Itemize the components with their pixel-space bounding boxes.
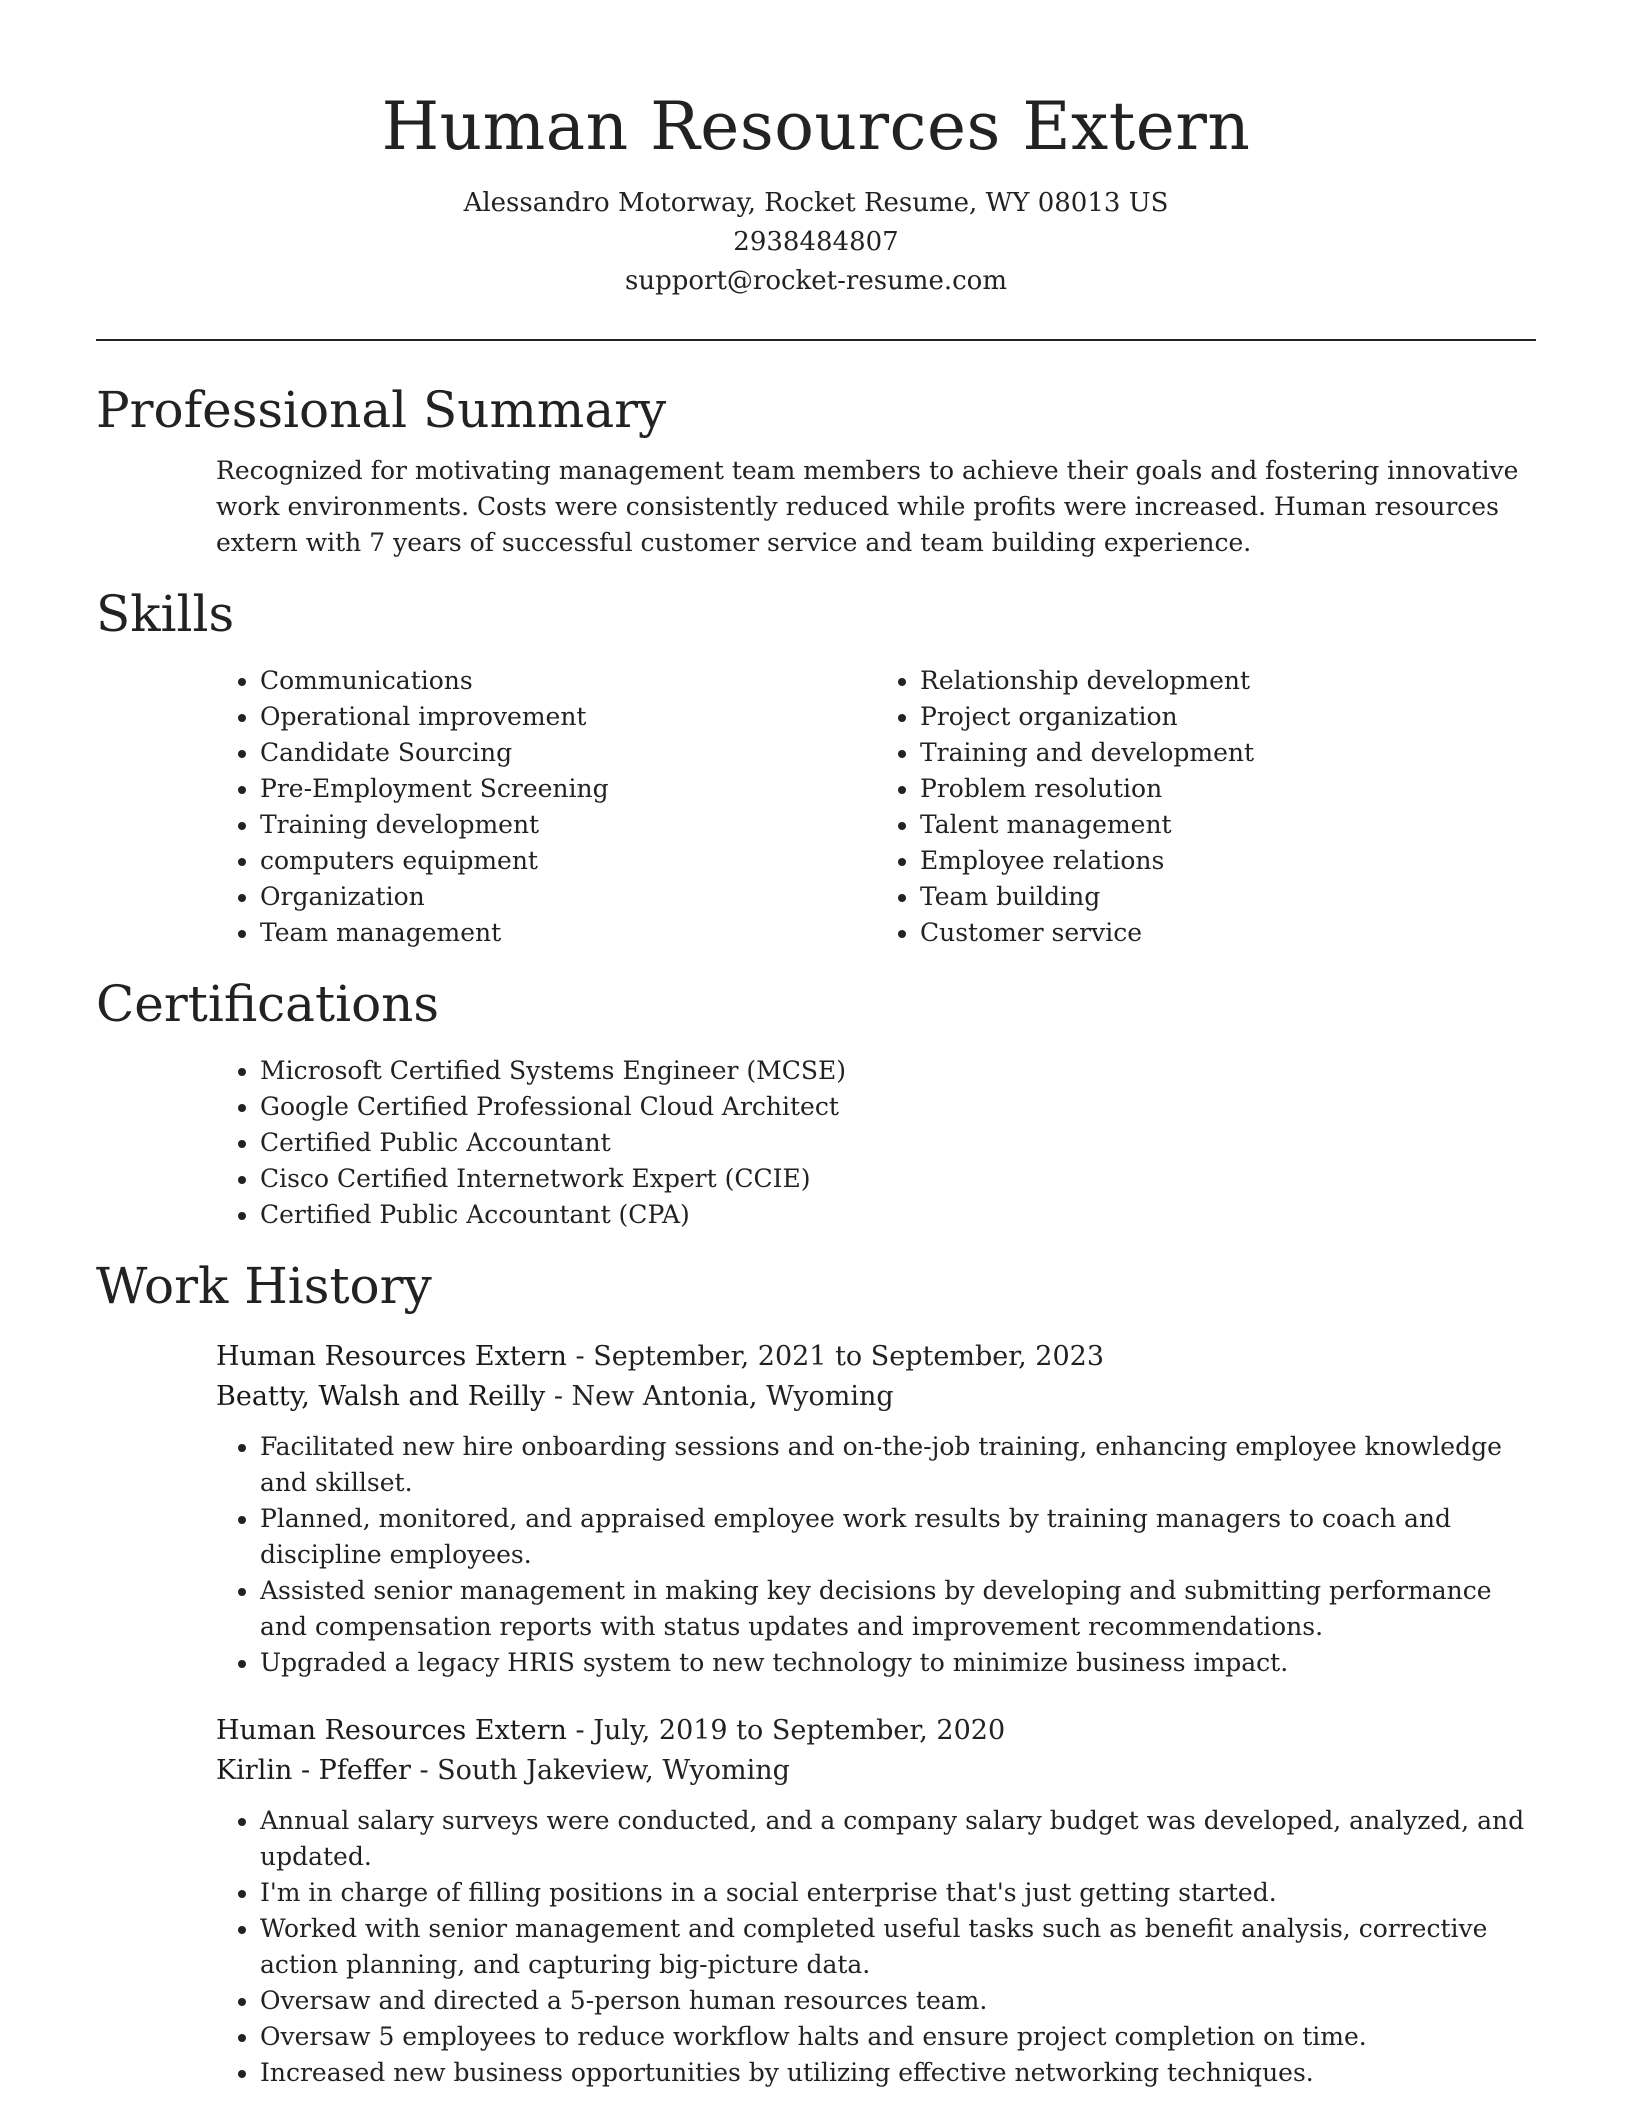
job-bullet: • I'm in charge of filling positions in a social enterprise that's just getting started. bbox=[260, 1875, 1536, 1911]
contact-info bbox=[96, 184, 1536, 301]
skill-item: • Project organization bbox=[920, 699, 1536, 735]
skill-item: • Operational improvement bbox=[260, 699, 876, 735]
job-role: Human Resources Extern bbox=[216, 1715, 567, 1746]
certifications-heading: Certifications bbox=[96, 975, 440, 1033]
summary-text: Recognized for motivating management team members to achieve their goals and fostering innovative work environments. Costs were consistently reduced while profits were increased. Human resources extern with 7 years of successful customer service and team building experience. bbox=[216, 456, 1519, 557]
skill-item: • Communications bbox=[260, 663, 876, 699]
job-entry bbox=[216, 1711, 1536, 2091]
job-role-line bbox=[216, 1337, 1536, 1377]
skill-item: • Training and development bbox=[920, 735, 1536, 771]
job-company: Kirlin - Pfeffer bbox=[216, 1755, 411, 1786]
job-company: Beatty, Walsh and Reilly bbox=[216, 1381, 546, 1412]
resume-title: Human Resources Extern bbox=[381, 88, 1251, 165]
summary-heading: Professional Summary bbox=[96, 381, 667, 439]
job-bullet: • Worked with senior management and completed useful tasks such as benefit analysis, corrective action planning, and capturing big-picture data. bbox=[260, 1911, 1536, 1983]
job-bullet: • Assisted senior management in making key decisions by developing and submitting performance and compensation reports with status updates and improvement recommendations. bbox=[260, 1573, 1536, 1645]
skill-item: • computers equipment bbox=[260, 843, 876, 879]
certification-item: • Microsoft Certified Systems Engineer (MCSE) bbox=[260, 1053, 1536, 1089]
certification-item: • Certified Public Accountant bbox=[260, 1125, 1536, 1161]
skill-item: • Team management bbox=[260, 915, 876, 951]
certification-item: • Google Certified Professional Cloud Architect bbox=[260, 1089, 1536, 1125]
contact-email: support@rocket-resume.com bbox=[624, 266, 1007, 296]
skill-item: • Customer service bbox=[920, 915, 1536, 951]
job-bullet: • Oversaw and directed a 5-person human resources team. bbox=[260, 1983, 1536, 2019]
job-role-line bbox=[216, 1711, 1536, 1751]
job-bullet: • Annual salary surveys were conducted, and a company salary budget was developed, analyzed, and updated. bbox=[260, 1803, 1536, 1875]
job-bullet: • Facilitated new hire onboarding sessions and on-the-job training, enhancing employee knowledge and skillset. bbox=[260, 1429, 1536, 1501]
certification-item: • Cisco Certified Internetwork Expert (CCIE) bbox=[260, 1161, 1536, 1197]
skill-item: • Talent management bbox=[920, 807, 1536, 843]
job-entry bbox=[216, 1337, 1536, 1681]
certifications-list bbox=[216, 1053, 1536, 1233]
job-bullets bbox=[216, 1803, 1536, 2091]
skills-list-left bbox=[216, 663, 876, 951]
skill-item: • Team building bbox=[920, 879, 1536, 915]
skill-item: • Training development bbox=[260, 807, 876, 843]
job-bullet: • Planned, monitored, and appraised employee work results by training managers to coach and discipline employees. bbox=[260, 1501, 1536, 1573]
job-dates: - July, 2019 to September, 2020 bbox=[566, 1715, 1006, 1746]
skills-grid bbox=[216, 663, 1536, 951]
job-bullets bbox=[216, 1429, 1536, 1681]
skill-item: • Pre-Employment Screening bbox=[260, 771, 876, 807]
job-dates: - September, 2021 to September, 2023 bbox=[566, 1341, 1105, 1372]
skill-item: • Candidate Sourcing bbox=[260, 735, 876, 771]
job-location: - New Antonia, Wyoming bbox=[545, 1381, 894, 1412]
job-bullet: • Oversaw 5 employees to reduce workflow halts and ensure project completion on time. bbox=[260, 2019, 1536, 2055]
skill-item: • Employee relations bbox=[920, 843, 1536, 879]
certification-item: • Certified Public Accountant (CPA) bbox=[260, 1197, 1536, 1233]
job-location: - South Jakeview, Wyoming bbox=[410, 1755, 790, 1786]
job-bullet: • Increased new business opportunities by utilizing effective networking techniques. bbox=[260, 2055, 1536, 2091]
job-role: Human Resources Extern bbox=[216, 1341, 567, 1372]
header-divider bbox=[96, 339, 1536, 341]
resume-page bbox=[96, 0, 1536, 2091]
job-company-line bbox=[216, 1751, 1536, 1791]
contact-address: Alessandro Motorway, Rocket Resume, WY 08013 US bbox=[463, 188, 1169, 218]
contact-phone: 2938484807 bbox=[733, 227, 899, 257]
work-history-heading: Work History bbox=[96, 1257, 432, 1315]
skill-item: • Relationship development bbox=[920, 663, 1536, 699]
job-bullet: • Upgraded a legacy HRIS system to new technology to minimize business impact. bbox=[260, 1645, 1536, 1681]
skills-list-right bbox=[876, 663, 1536, 951]
skill-item: • Problem resolution bbox=[920, 771, 1536, 807]
skills-heading: Skills bbox=[96, 585, 235, 643]
job-company-line bbox=[216, 1377, 1536, 1417]
skill-item: • Organization bbox=[260, 879, 876, 915]
